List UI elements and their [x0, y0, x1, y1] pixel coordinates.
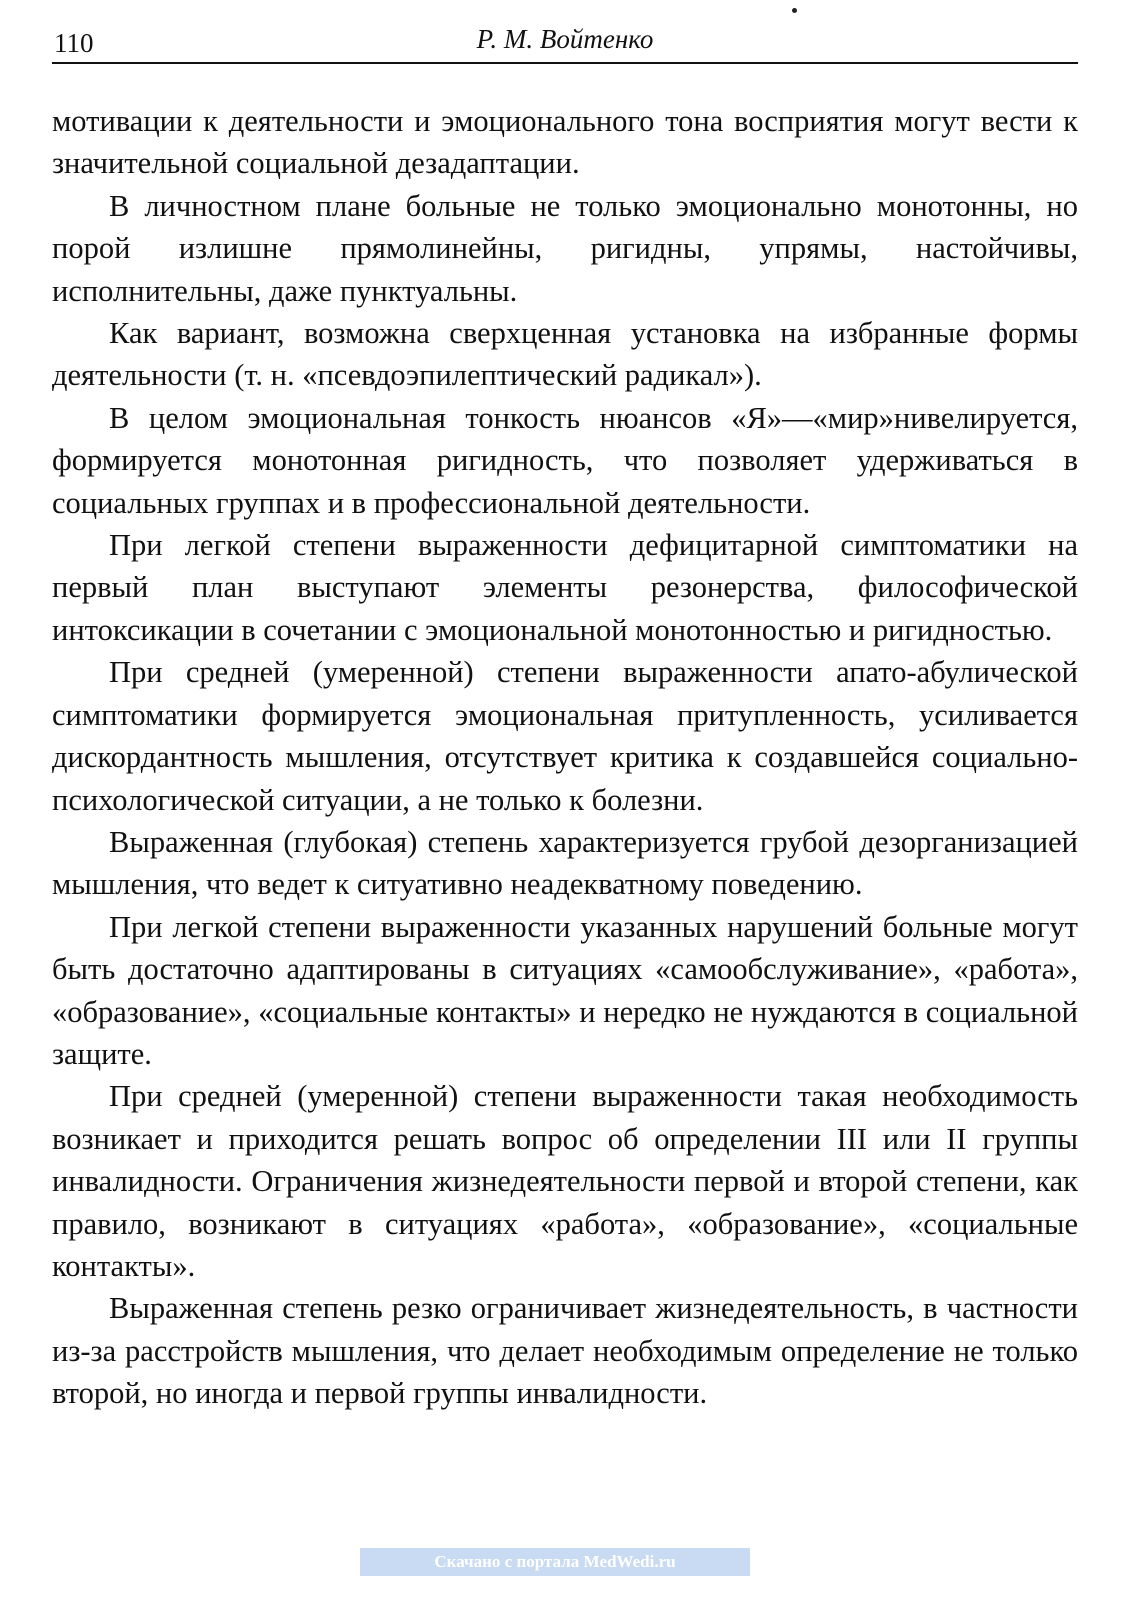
- paragraph-10: Выраженная степень резко ограничивает жизнедеятельность, в частности из-за расстройств мышления, что делает необходимым определение не только второй, но иногда и первой группы инвалидности.: [52, 1291, 1078, 1411]
- paragraph-3: Как вариант, возможна сверхценная установка на избранные формы деятельности (т. н. «псевдоэпилептический радикал»).: [52, 316, 1078, 393]
- paragraph-2: В личностном плане больные не только эмоционально монотонны, но порой излишне прямолинейны, ригидны, упрямы, настойчивы, исполнительны, даже пунктуальны.: [52, 188, 1078, 308]
- print-speck: [792, 8, 797, 13]
- paragraph-6: При средней (умеренной) степени выраженности апато-абулической симптоматики формируется эмоциональная притупленность, усиливается дискордантность мышления, отсутствует критика к создавшейся социально-психологической ситуации, а не только к болезни.: [52, 655, 1078, 817]
- paragraph-5: При легкой степени выраженности дефицитарной симптоматики на первый план выступают элементы резонерства, философической интоксикации в сочетании с эмоциональной монотонностью и ригидностью.: [52, 528, 1078, 647]
- paragraph-7: Выраженная (глубокая) степень характеризуется грубой дезорганизацией мышления, что ведет к ситуативно неадекватному поведению.: [52, 824, 1078, 902]
- running-head-author: Р. М. Войтенко: [476, 24, 654, 54]
- paragraph-9: При средней (умеренной) степени выраженности такая необходимость возникает и приходится решать вопрос об определении III или II группы инвалидности. Ограничения жизнедеятельности первой и второй степени, как правило, возникают в ситуациях «работа», «образование», «социальные контакты».: [52, 1079, 1078, 1283]
- watermark: Скачано с портала MedWedi.ru: [360, 1548, 750, 1576]
- body-text: [52, 100, 1078, 1415]
- paragraph-8: При легкой степени выраженности указанных нарушений больные могут быть достаточно адаптированы в ситуациях «самообслуживание», «работа», «образование», «социальные контакты» и нередко не нуждаются в социальной защите.: [52, 909, 1078, 1071]
- paragraph-1: мотивации к деятельности и эмоционального тона восприятия могут вести к значительной социальной дезадаптации.: [52, 104, 1078, 181]
- page-header: [52, 18, 1078, 64]
- paragraph-4: В целом эмоциональная тонкость нюансов «Я»—«мир»нивелируется, формируется монотонная ригидность, что позволяет удерживаться в социальных группах и в профессиональной деятельности.: [52, 400, 1078, 520]
- page-number: 110: [54, 28, 94, 58]
